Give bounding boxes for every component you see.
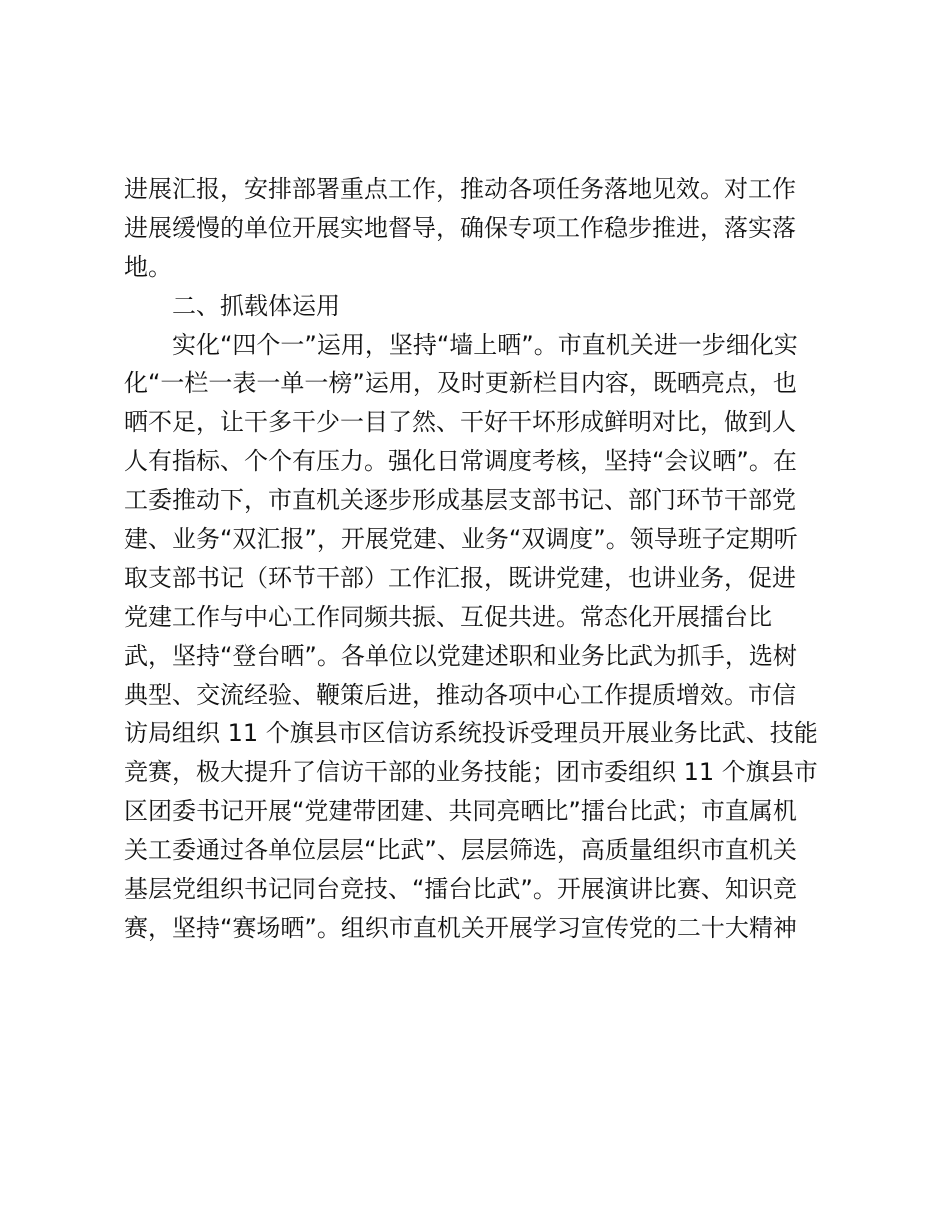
text-line: 化“一栏一表一单一榜”运用，及时更新栏目内容，既晒亮点，也: [124, 369, 797, 398]
text-line: 党建工作与中心工作同频共振、互促共进。常态化开展擂台比: [124, 602, 772, 631]
text-line: 访局组织 11 个旗县市区信访系统投诉受理员开展业务比武、技能: [124, 719, 818, 748]
text-line: 建、业务“双汇报”，开展党建、业务“双调度”。领导班子定期听: [124, 525, 798, 554]
text-line: 取支部书记（环节干部）工作汇报，既讲党建，也讲业务，促进: [124, 563, 796, 592]
text-line: 进展汇报，安排部署重点工作，推动各项任务落地见效。对工作: [124, 175, 796, 203]
text-line: 典型、交流经验、鞭策后进，推动各项中心工作提质增效。市信: [124, 680, 796, 709]
text-line: 区团委书记开展“党建带团建、共同亮晒比”擂台比武；市直属机: [124, 797, 797, 826]
text-line: 武，坚持“登台晒”。各单位以党建述职和业务比武为抓手，选树: [124, 641, 797, 670]
text-line: 赛，坚持“赛场晒”。组织市直机关开展学习宣传党的二十大精神: [124, 913, 797, 942]
text-line: 关工委通过各单位层层“比武”、层层筛选，高质量组织市直机关: [124, 836, 797, 865]
body-text: [124, 170, 844, 948]
paragraph-first-line: 实化“四个一”运用，坚持“墙上晒”。市直机关进一步细化实: [172, 330, 798, 359]
text-line: 竞赛，极大提升了信访干部的业务技能；团市委组织 11 个旗县市: [124, 758, 818, 787]
text-line: 晒不足，让干多干少一目了然、干好干坏形成鲜明对比，做到人: [124, 408, 796, 437]
text-line: 人有指标、个个有压力。强化日常调度考核，坚持“会议晒”。在: [124, 447, 797, 476]
section-heading: 二、抓载体运用: [172, 291, 340, 320]
text-line: 地。: [124, 252, 172, 281]
text-line: 进展缓慢的单位开展实地督导，确保专项工作稳步推进，落实落: [124, 213, 796, 242]
text-line: 工委推动下，市直机关逐步形成基层支部书记、部门环节干部党: [124, 486, 796, 515]
text-line: 基层党组织书记同台竞技、“擂台比武”。开展演讲比赛、知识竞: [124, 875, 797, 904]
